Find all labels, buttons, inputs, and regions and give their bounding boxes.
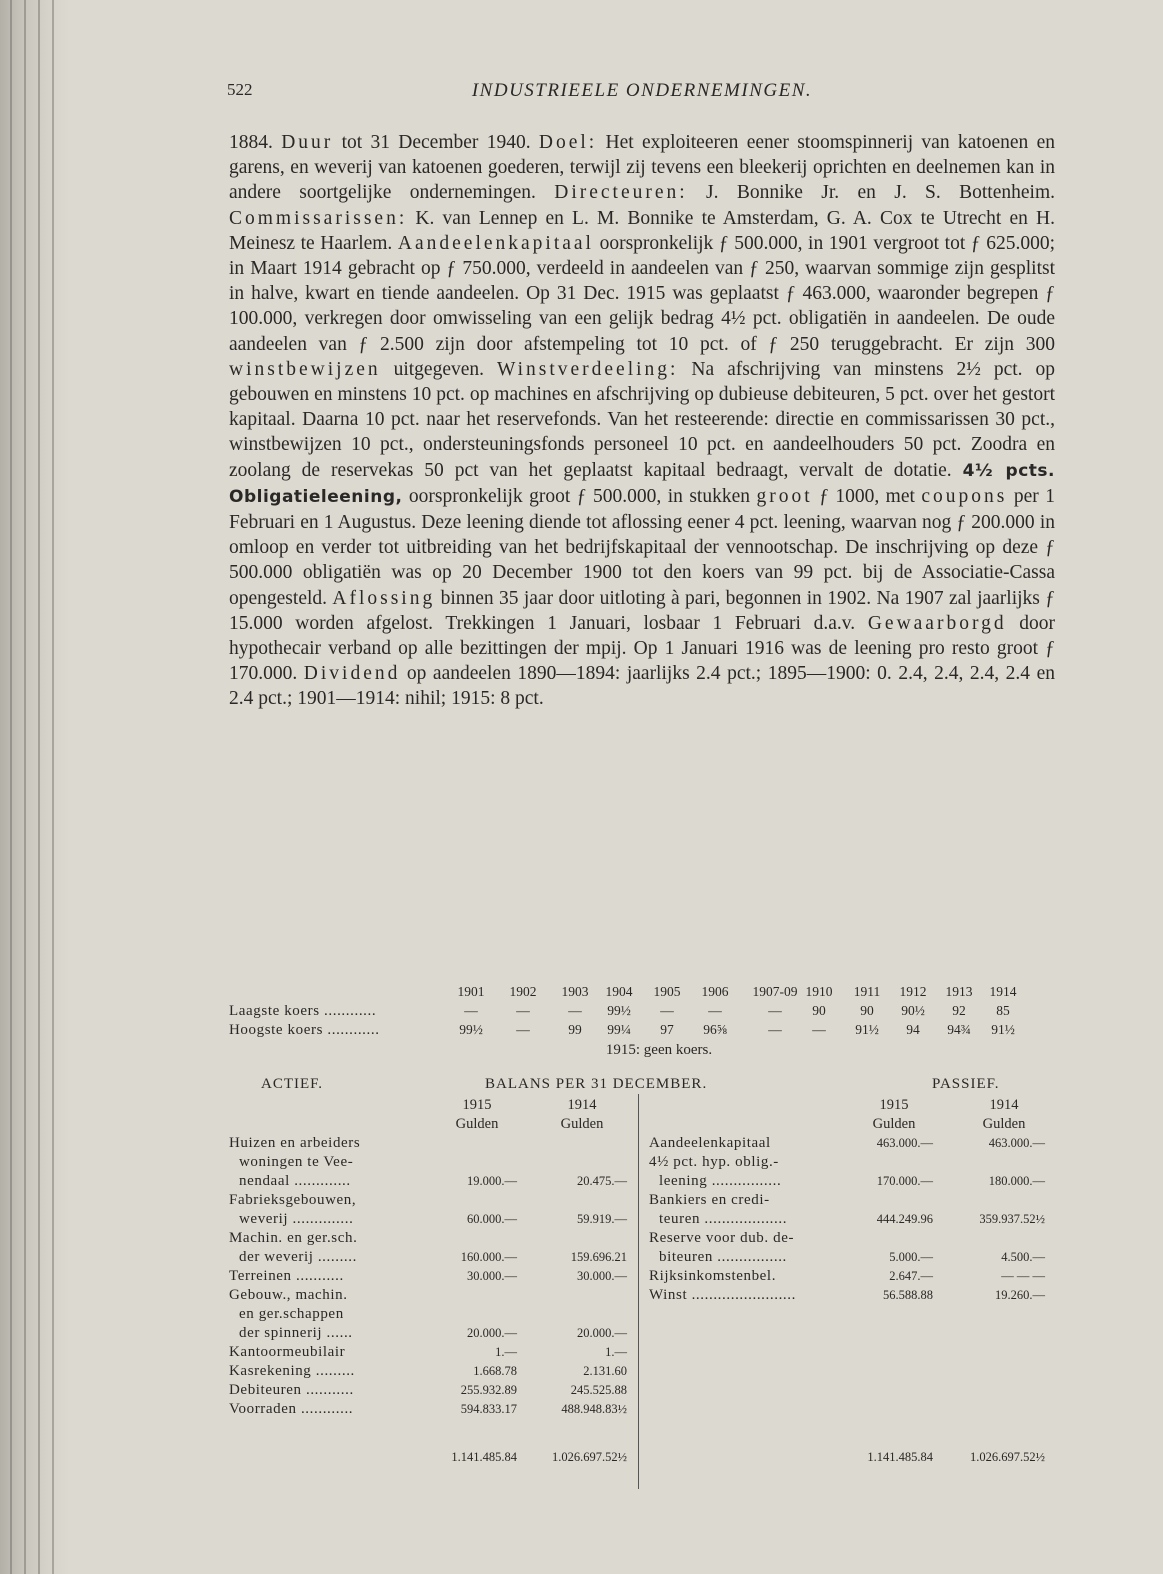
- koers-year-row: [229, 982, 1059, 1002]
- koers-year: 1912: [899, 984, 927, 999]
- actief-label: Huizen en arbeiders: [229, 1135, 361, 1151]
- koers-year: 1901: [457, 984, 485, 999]
- text-run: oorspronkelijk groot ƒ 500.000, in stukken: [402, 485, 757, 507]
- col-unit: Gulden: [455, 1116, 499, 1132]
- spaced-term-groot: groot: [756, 485, 813, 507]
- passief-label: Winst ........................: [649, 1287, 796, 1303]
- koers-value: 85: [996, 1003, 1010, 1018]
- running-head: INDUSTRIEELE ONDERNEMINGEN.: [471, 80, 813, 101]
- actief-label: Machin. en ger.sch.: [229, 1230, 358, 1246]
- koers-value: 99½: [459, 1022, 483, 1037]
- koers-value: 90: [860, 1003, 874, 1018]
- passief-label: Bankiers en credi-: [649, 1192, 770, 1208]
- text-run: oorspronkelijk ƒ 500.000, in 1901 vergroot tot ƒ 625.000; in Maart 1914 gebracht op ƒ 750.000, verdeeld in aandeelen van ƒ 250, waarvan sommige zijn gesplitst in halve, kwart en tiende aandeelen. Op 31 Dec. 1915 was geplaatst ƒ 463.000, waaronder begrepen ƒ 100.000, verkregen door omwisseling van een gelijk bedrag 4½ pct. obligatiën in aandeelen. De oude aandeelen van ƒ 2.500 zijn door afstempeling tot 10 pct. of ƒ 250 teruggebracht. Er zijn 300: [229, 232, 1055, 355]
- koers-year: 1914: [989, 984, 1017, 999]
- koers-year: 1902: [509, 984, 537, 999]
- text-run: J. Bonnike Jr. en J. S. Bottenheim.: [687, 182, 1055, 204]
- passief-value-1915: 463.000.—: [876, 1136, 933, 1150]
- col-year: 1915: [462, 1097, 492, 1113]
- koers-year: 1905: [653, 984, 681, 999]
- col-year: 1914: [567, 1097, 597, 1113]
- spaced-term-commissarissen: Commissarissen:: [229, 207, 408, 229]
- actief-col-1914: [527, 1096, 637, 1134]
- balans-title: BALANS PER 31 DECEMBER.: [485, 1076, 708, 1092]
- actief-value-1915: 30.000.—: [467, 1269, 517, 1283]
- text-run: Na afschrijving van minstens 2½ pct. op gebouwen en minstens 10 pct. op machines en afschrijving op dubieuse debiteuren, 5 pct. over het gestort kapitaal. Daarna 10 pct. naar het reservefonds. Van het resteerende: directie en commissarissen 30 pct., winstbewijzen 10 pct., ondersteuningsfonds personeel 10 pct. en aandeelhouders 50 pct. Zoodra en zoolang de reservekas 50 pct van het geplaatst kapitaal bedraagt, vervalt de dotatie.: [229, 358, 1055, 481]
- col-unit: Gulden: [982, 1116, 1026, 1132]
- actief-label: der spinnerij ......: [239, 1325, 353, 1341]
- text-run: K. van Lennep en L. M. Bonnike te Amsterdam, G. A. Cox te Utrecht en H. Meinesz te Haarlem.: [229, 207, 1055, 254]
- koers-year: 1910: [805, 984, 833, 999]
- passief-row: [229, 1286, 1065, 1305]
- actief-label: Voorraden ............: [229, 1401, 354, 1417]
- actief-label: woningen te Vee-: [239, 1154, 354, 1170]
- passief-row: [229, 1172, 1065, 1191]
- actief-value-1915: 160.000.—: [460, 1250, 517, 1264]
- text-run: door hypothecair verband op alle bezittingen der mpij. Op 1 Januari 1916 was de leening pro resto groot ƒ 170.000.: [229, 612, 1056, 685]
- passief-value-1914: 463.000.—: [988, 1136, 1045, 1150]
- passief-row: [229, 1248, 1065, 1267]
- actief-label: der weverij .........: [239, 1249, 357, 1265]
- spaced-term-winstbewijzen: winstbewijzen: [229, 358, 381, 380]
- actief-value-1914: 1.—: [605, 1345, 627, 1359]
- total-actief-1914: 1.026.697.52½: [552, 1450, 627, 1464]
- actief-value-1914: 488.948.83½: [561, 1402, 627, 1416]
- koers-row-hoogste: [229, 1020, 1059, 1040]
- passief-value-1915: 56.588.88: [883, 1288, 933, 1302]
- actief-row: [229, 1305, 1065, 1324]
- passief-label: leening ................: [659, 1173, 782, 1189]
- koers-value: —: [660, 1003, 674, 1018]
- koers-value: —: [464, 1003, 478, 1018]
- actief-row: [229, 1362, 1065, 1381]
- passief-row: [229, 1210, 1065, 1229]
- spaced-term-aflossing: Aflossing: [332, 587, 436, 609]
- actief-value-1915: 255.932.89: [460, 1383, 517, 1397]
- koers-value: —: [516, 1003, 530, 1018]
- spaced-term-winstverdeeling: Winstverdeeling:: [496, 358, 679, 380]
- actief-value-1915: 19.000.—: [467, 1174, 517, 1188]
- text-run: ƒ 1000, met: [812, 485, 922, 507]
- actief-label: en ger.schappen: [239, 1306, 344, 1322]
- total-passief-1914: 1.026.697.52½: [970, 1450, 1045, 1464]
- passief-value-1914: 359.937.52½: [979, 1212, 1045, 1226]
- actief-label: Kantoormeubilair: [229, 1344, 346, 1360]
- koers-value: —: [568, 1003, 582, 1018]
- spaced-term-directeuren: Directeuren:: [554, 182, 688, 204]
- actief-value-1914: 30.000.—: [577, 1269, 627, 1283]
- spaced-term-dividend: Dividend: [303, 663, 401, 685]
- actief-value-1914: 159.696.21: [570, 1250, 627, 1264]
- actief-value-1915: 60.000.—: [467, 1212, 517, 1226]
- text-run: per 1 Februari en 1 Augustus. Deze leening diende tot aflossing eener 4 pct. leening, waarvan nog ƒ 200.000 in omloop en verder tot uitbreiding van het bedrijfskapitaal der vennootschap. De inschrijving op deze ƒ 500.000 obligatiën was op 20 December 1900 tot den koers van 99 pct. bij de Associatie-Cassa opengesteld.: [229, 485, 1055, 609]
- koers-value: —: [516, 1022, 530, 1037]
- passief-row: [229, 1267, 1065, 1286]
- total-passief-1915: 1.141.485.84: [867, 1450, 933, 1464]
- passief-row: [229, 1134, 1065, 1153]
- actief-title: ACTIEF.: [261, 1076, 324, 1092]
- totals-row: [229, 1448, 1065, 1467]
- koers-value: 92: [952, 1003, 966, 1018]
- spaced-term-doel: Doel:: [538, 132, 598, 153]
- spaced-term-gewaarborgd: Gewaarborgd: [867, 612, 1007, 634]
- actief-label: weverij ..............: [239, 1211, 354, 1227]
- actief-value-1915: 20.000.—: [467, 1326, 517, 1340]
- passief-row: [229, 1191, 1065, 1210]
- actief-label: Kasrekening .........: [229, 1363, 355, 1379]
- passief-row: [229, 1229, 1065, 1248]
- actief-value-1914: 2.131.60: [583, 1364, 627, 1378]
- actief-label: Gebouw., machin.: [229, 1287, 348, 1303]
- text-run: op aandeelen 1890—1894: jaarlijks 2.4 pct.; 1895—1900: 0. 2.4, 2.4, 2.4, 2.4 en 2.4 pct.; 1901—1914: nihil; 1915: 8 pct.: [229, 663, 1055, 710]
- actief-row: [229, 1381, 1065, 1400]
- koers-row-label: Hoogste koers ............: [229, 1022, 380, 1038]
- total-actief-1915: 1.141.485.84: [451, 1450, 517, 1464]
- passief-value-1914: 4.500.—: [1001, 1250, 1045, 1264]
- actief-value-1915: 594.833.17: [460, 1402, 517, 1416]
- actief-row: [229, 1343, 1065, 1362]
- koers-value: 97: [660, 1022, 674, 1037]
- actief-value-1914: 245.525.88: [570, 1383, 627, 1397]
- koers-year: 1911: [853, 984, 881, 999]
- koers-year: 1913: [945, 984, 973, 999]
- page-header: [227, 80, 1057, 110]
- page-edge: [0, 0, 70, 1574]
- koers-value: —: [768, 1022, 782, 1037]
- passief-col-1915: [839, 1096, 949, 1134]
- actief-label: Terreinen ...........: [229, 1268, 344, 1284]
- koers-row-laagste: [229, 1001, 1059, 1021]
- koers-value: 94¾: [947, 1022, 971, 1037]
- passief-label: Rijksinkomstenbel.: [649, 1268, 777, 1284]
- passief-value-1915: 2.647.—: [889, 1269, 933, 1283]
- koers-year: 1906: [701, 984, 729, 999]
- page-number: 522: [227, 80, 253, 99]
- koers-row-label: Laagste koers ............: [229, 1003, 377, 1019]
- passief-value-1914: 19.260.—: [995, 1288, 1045, 1302]
- passief-label: Reserve voor dub. de-: [649, 1230, 795, 1246]
- koers-value: 99: [568, 1022, 582, 1037]
- koers-value: —: [768, 1003, 782, 1018]
- passief-value-1915: 5.000.—: [889, 1250, 933, 1264]
- actief-label: Debiteuren ...........: [229, 1382, 354, 1398]
- col-year: 1914: [989, 1097, 1019, 1113]
- text-run: 1884.: [229, 132, 282, 153]
- actief-label: nendaal .............: [239, 1173, 351, 1189]
- passief-label: 4½ pct. hyp. oblig.-: [649, 1154, 779, 1170]
- text-run: binnen 35 jaar door uitloting à pari, begonnen in 1902. Na 1907 zal jaarlijks ƒ 15.000 worden afgelost. Trekkingen 1 Januari, losbaar 1 Februari d.a.v.: [229, 587, 1056, 634]
- obligatie-heading: 4½ pcts. Obligatieleening,: [229, 460, 1055, 507]
- koers-value: —: [708, 1003, 722, 1018]
- actief-value-1915: 1.—: [495, 1345, 517, 1359]
- koers-value: 90½: [901, 1003, 925, 1018]
- passief-row: [229, 1153, 1065, 1172]
- passief-title: PASSIEF.: [932, 1076, 1000, 1092]
- balance-sheet: [229, 1076, 1065, 1496]
- koers-year: 1903: [561, 984, 589, 999]
- actief-value-1914: 20.000.—: [577, 1326, 627, 1340]
- koers-value: 90: [812, 1003, 826, 1018]
- actief-value-1914: 59.919.—: [577, 1212, 627, 1226]
- col-year: 1915: [879, 1097, 909, 1113]
- spaced-term-aandeelenkapitaal: Aandeelenkapitaal: [397, 232, 594, 254]
- koers-year: 1907-09: [752, 984, 798, 999]
- body-paragraph: [229, 130, 1055, 712]
- text-run: uitgegeven.: [380, 358, 497, 380]
- koers-value: 91½: [855, 1022, 879, 1037]
- actief-row: [229, 1324, 1065, 1343]
- text-run: Het exploiteeren eener stoomspinnerij van katoenen en garens, en weverij van katoenen goederen, terwijl zij tevens een bleekerij oprichten en deelnemen kan in andere soortgelijke ondernemingen.: [229, 132, 1056, 204]
- koers-value: 91½: [991, 1022, 1015, 1037]
- col-unit: Gulden: [560, 1116, 604, 1132]
- passief-value-1915: 444.249.96: [876, 1212, 933, 1226]
- passief-value-1914: — — —: [1001, 1269, 1045, 1283]
- col-unit: Gulden: [872, 1116, 916, 1132]
- koers-value: 99½: [607, 1003, 631, 1018]
- actief-value-1914: 20.475.—: [577, 1174, 627, 1188]
- spaced-term-coupons: coupons: [921, 485, 1008, 507]
- koers-value: —: [812, 1022, 826, 1037]
- koers-value: 99¼: [607, 1022, 631, 1037]
- actief-value-1915: 1.668.78: [473, 1364, 517, 1378]
- spaced-term-duur: Duur: [281, 132, 334, 153]
- actief-label: Fabrieksgebouwen,: [229, 1192, 357, 1208]
- passief-value-1915: 170.000.—: [876, 1174, 933, 1188]
- koers-year: 1904: [605, 984, 633, 999]
- passief-label: biteuren ................: [659, 1249, 787, 1265]
- actief-row: [229, 1400, 1065, 1419]
- passief-value-1914: 180.000.—: [988, 1174, 1045, 1188]
- passief-col-1914: [949, 1096, 1059, 1134]
- koers-value: 96⅝: [703, 1022, 727, 1037]
- koers-value: 94: [906, 1022, 920, 1037]
- passief-label: teuren ...................: [659, 1211, 788, 1227]
- koers-note: 1915: geen koers.: [605, 1042, 713, 1058]
- actief-col-1915: [422, 1096, 532, 1134]
- text-run: tot 31 December 1940.: [333, 132, 539, 153]
- passief-label: Aandeelenkapitaal: [649, 1135, 771, 1151]
